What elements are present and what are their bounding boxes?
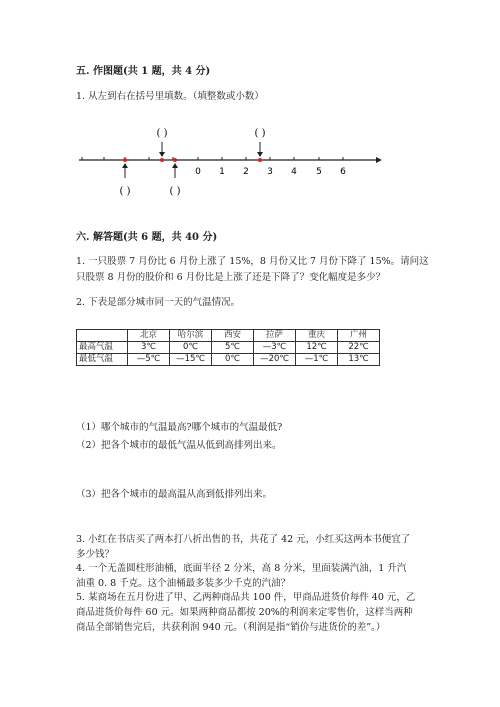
city-header: 拉萨 [254,330,296,342]
table-row [77,342,380,354]
city-header: 西安 [212,330,254,342]
city-header: 哈尔滨 [170,330,212,342]
table-cell: 22℃ [338,342,380,354]
question-text: 4. 一个无盖圆柱形油桶，底面半径 2 分米，高 8 分米，里面装满汽油，1 升汽 [76,563,407,574]
row-label: 最高气温 [77,342,128,354]
sub-question: （2）把各个城市的最低气温从低到高排列出来。 [76,440,282,451]
marked-point [160,158,164,162]
table-cell: —3℃ [254,342,296,354]
number-line-arrow [376,157,382,163]
answer-blank: ( ) [156,128,168,139]
table-cell: 5℃ [212,342,254,354]
answer-blank: ( ) [169,186,181,197]
tick-label: 3 [267,167,273,177]
question-text: 油重 0. 8 千克。这个油桶最多装多少千克的汽油？ [76,578,291,589]
answer-blank: ( ) [119,186,131,197]
table-cell: 0℃ [212,354,254,366]
city-header: 广州 [338,330,380,342]
marked-point [123,158,127,162]
question-text: 1. 从左到右在括号里填数。（填整数或小数） [76,91,264,102]
question-text: 商品进货价每件 60 元。如果两种商品都按 20%的利润来定零售价，这样当两种 [76,607,413,618]
table-cell: —1℃ [296,354,338,366]
arrow-up-icon [122,163,128,168]
tick-label: 1 [219,167,225,177]
question-text: 3. 小红在书店买了两本打八折出售的书，共花了 42 元，小红买这两本书便宜了 [76,534,411,545]
tick-label: 4 [291,167,297,177]
table-cell: —20℃ [254,354,296,366]
number-line-figure [76,120,386,200]
marked-point [258,158,262,162]
row-label: 最低气温 [77,354,128,366]
question-text: 多少钱？ [76,549,115,560]
question-text: 2. 下表是部分城市同一天的气温情况。 [76,297,241,308]
tick-label: 6 [340,167,346,177]
temperature-table [76,329,380,366]
sub-question: （3）把各个城市的最高温从高到低排列出来。 [76,489,273,500]
arrow-down-icon [159,152,165,157]
answer-blank: ( ) [254,128,266,139]
arrow-up-icon [172,163,178,168]
question-text: 1. 一只股票 7 月份比 6 月份上涨了 15%，8 月份又比 7 月份下降了 15%。请问这 [76,256,429,267]
tick-label: 0 [195,167,201,177]
table-cell: 12℃ [296,342,338,354]
city-header: 北京 [128,330,170,342]
section6-heading: 六. 解答题(共 6 题，共 40 分) [76,232,218,243]
table-header-row [77,330,380,342]
city-header: 重庆 [296,330,338,342]
tick-label: 2 [243,167,249,177]
table-cell: 3℃ [128,342,170,354]
tick-label: 5 [316,167,322,177]
section5-heading: 五. 作图题(共 1 题，共 4 分) [76,66,211,77]
question-text: 5. 某商场在五月份进了甲、乙两种商品共 100 件，甲商品进货价每件 40 元，乙 [76,592,416,603]
arrow-down-icon [257,152,263,157]
table-cell: 0℃ [170,342,212,354]
table-row [77,354,380,366]
table-cell: 13℃ [338,354,380,366]
sub-question: （1）哪个城市的气温最高?哪个城市的气温最低? [76,422,283,433]
question-text: 商品全部销售完后，共获利润 940 元。（利润是指“销价与进货价的差”。） [76,622,386,633]
table-cell: —5℃ [128,354,170,366]
marked-point [173,158,177,162]
question-text: 只股票 8 月份的股价和 6 月份比是上涨了还是下降了？变化幅度是多少？ [76,272,386,283]
table-cell: —15℃ [170,354,212,366]
